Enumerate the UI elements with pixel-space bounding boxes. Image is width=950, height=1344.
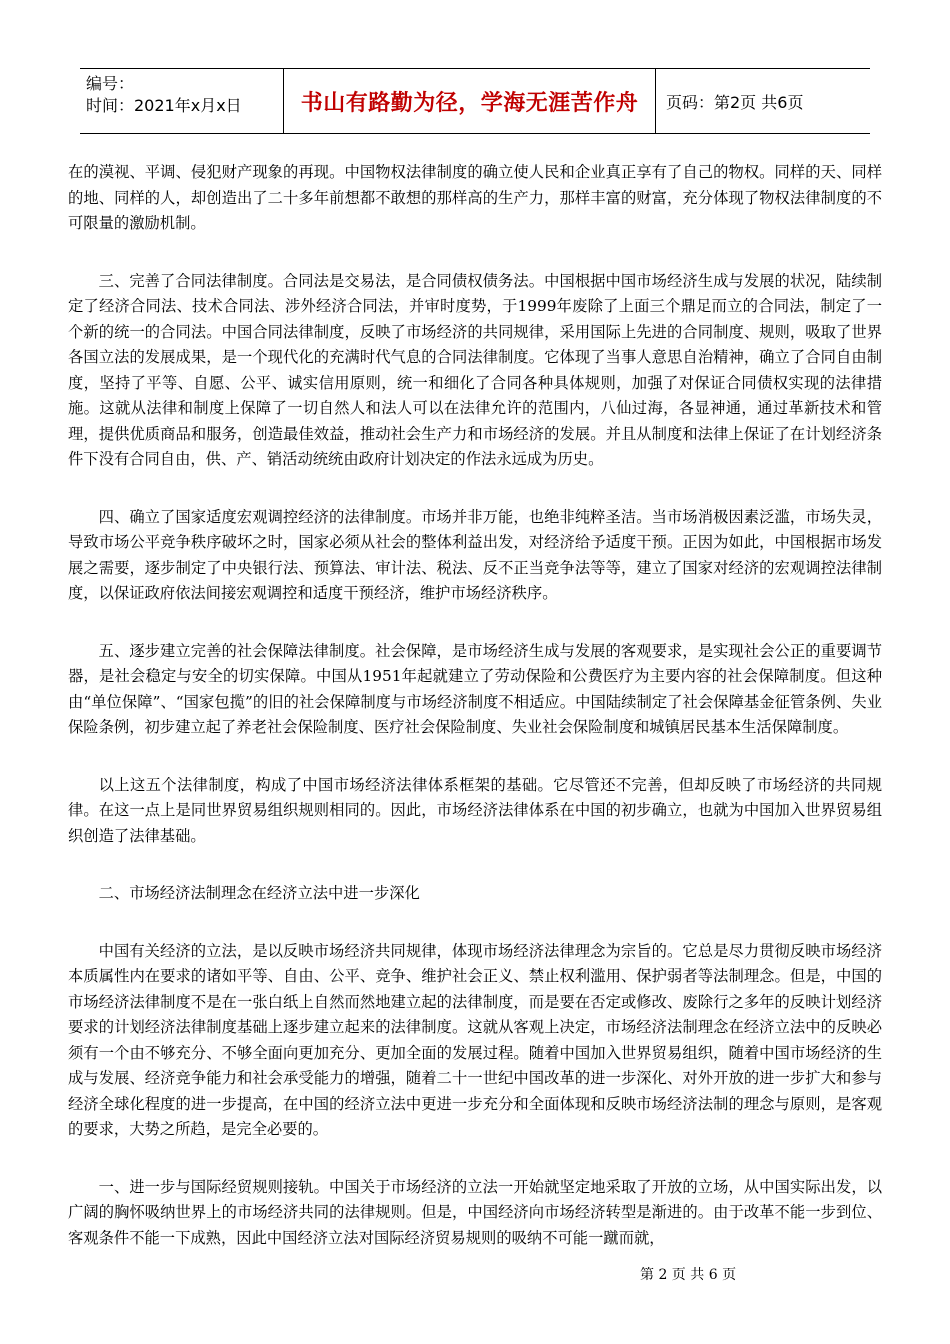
page-footer: 第 2 页 共 6 页 [640,1267,737,1283]
header-page-info: 页码：第2页 共6页 [666,92,804,112]
time-label: 时间：2021年x月x日 [86,96,242,115]
paragraph: 五、逐步建立完善的社会保障法律制度。社会保障，是市场经济生成与发展的客观要求，是实现社会公正的重要调节器，是社会稳定与安全的切实保障。中国从1951年起就建立了劳动保险和公费医疗为主要内容的社会保障制度。但这种由“单位保障”、“国家包揽”的旧的社会保障制度与市场经济制度不相适应。中国陆续制定了社会保障基金征管条例、失业保险条例，初步建立起了养老社会保险制度、医疗社会保险制度、失业社会保险制度和城镇居民基本生活保障制度。 [68,641,882,736]
paragraph: 以上这五个法律制度，构成了中国市场经济法律体系框架的基础。它尽管还不完善，但却反映了市场经济的共同规律。在这一点上是同世界贸易组织规则相同的。因此，市场经济法律体系在中国的初步确立，也就为中国加入世界贸易组织创造了法律基础。 [68,775,882,845]
header-meta [80,69,284,133]
paragraph: 三、完善了合同法律制度。合同法是交易法，是合同债权债务法。中国根据中国市场经济生成与发展的状况，陆续制定了经济合同法、技术合同法、涉外经济合同法，并审时度势，于1999年废除了上面三个鼎足而立的合同法，制定了一个新的统一的合同法。中国合同法律制度，反映了市场经济的共同规律，采用国际上先进的合同制度、规则，吸取了世界各国立法的发展成果，是一个现代化的充满时代气息的合同法律制度。它体现了当事人意思自治精神，确立了合同自由制度，坚持了平等、自愿、公平、诚实信用原则，统一和细化了合同各种具体规则，加强了对保证合同债权实现的法律措施。这就从法律和制度上保障了一切自然人和法人可以在法律允许的范围内，八仙过海，各显神通，通过革新技术和管理，提供优质商品和服务，创造最佳效益，推动社会生产力和市场经济的发展。并且从制度和法律上保证了在计划经济条件下没有合同自由，供、产、销活动统统由政府计划决定的作法永远成为历史。 [68,271,882,468]
paragraph: 中国有关经济的立法，是以反映市场经济共同规律，体现市场经济法律理念为宗旨的。它总是尽力贯彻反映市场经济本质属性内在要求的诸如平等、自由、公平、竞争、维护社会正义、禁止权利滥用、保护弱者等法制理念。但是，中国的市场经济法律制度不是在一张白纸上自然而然地建立起的法律制度，而是要在否定或修改、废除行之多年的反映计划经济要求的计划经济法律制度基础上逐步建立起来的法律制度。这就从客观上决定，市场经济法制理念在经济立法中的反映必须有一个由不够充分、不够全面向更加充分、更加全面的发展过程。随着中国加入世界贸易组织，随着中国市场经济的生成与发展、经济竞争能力和社会承受能力的增强，随着二十一世纪中国改革的进一步深化、对外开放的进一步扩大和参与经济全球化程度的进一步提高，在中国的经济立法中更进一步充分和全面体现和反映市场经济法制的理念与原则，是客观的要求，大势之所趋，是完全必要的。 [68,941,882,1138]
header-motto: 书山有路勤为径，学海无涯苦作舟 [284,69,656,133]
paragraph: 在的漠视、平调、侵犯财产现象的再现。中国物权法律制度的确立使人民和企业真正享有了自己的物权。同样的天、同样的地、同样的人，却创造出了二十多年前想都不敢想的那样高的生产力，那样丰富的财富，充分体现了物权法律制度的不可限量的激励机制。 [68,163,882,232]
document-body [68,160,882,1283]
number-label: 编号： [86,74,135,93]
section-heading: 二、市场经济法制理念在经济立法中进一步深化 [98,884,420,902]
paragraph: 一、进一步与国际经贸规则接轨。中国关于市场经济的立法一开始就坚定地采取了开放的立场，从中国实际出发，以广阔的胸怀吸纳世界上的市场经济共同的法律规则。但是，中国经济向市场经济转型是渐进的。由于改革不能一步到位、客观条件不能一下成熟，因此中国经济立法对国际经济贸易规则的吸纳不可能一蹴而就， [68,1177,882,1247]
paragraph: 四、确立了国家适度宏观调控经济的法律制度。市场并非万能，也绝非纯粹圣洁。当市场消极因素泛滥，市场失灵，导致市场公平竞争秩序破坏之时，国家必须从社会的整体利益出发，对经济给予适度干预。正因为如此，中国根据市场发展之需要，逐步制定了中央银行法、预算法、审计法、税法、反不正当竞争法等等，建立了国家对经济的宏观调控法律制度，以保证政府依法间接宏观调控和适度干预经济，维护市场经济秩序。 [68,507,882,602]
page-header [80,68,870,134]
